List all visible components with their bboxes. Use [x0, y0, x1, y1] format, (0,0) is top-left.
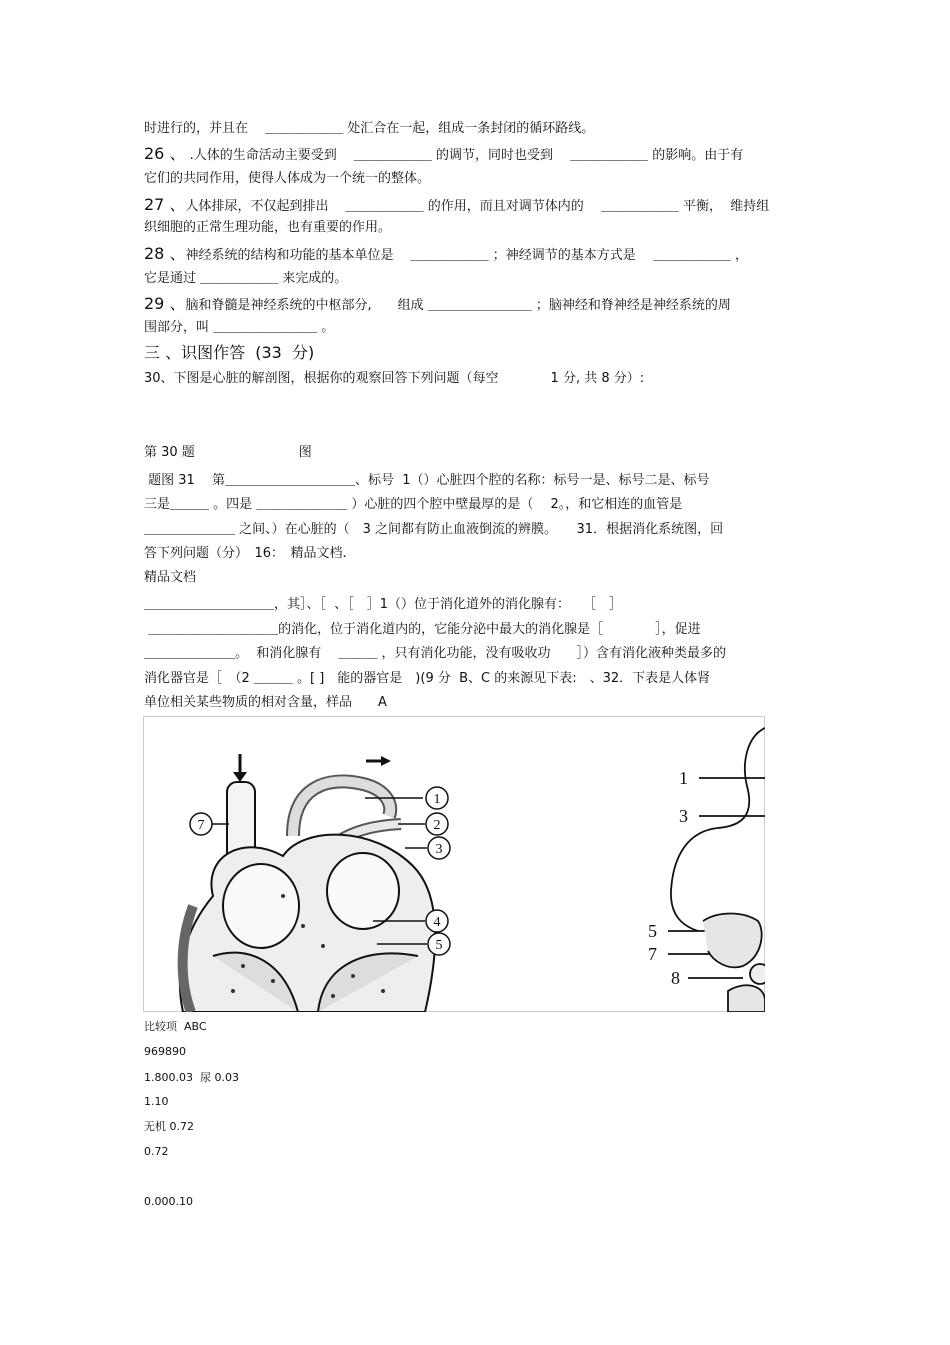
digest-label-group: [648, 768, 688, 988]
q29-line: [144, 295, 731, 315]
table-row-6: 0.000.10: [144, 1195, 193, 1208]
heart-label-5: 5: [435, 938, 443, 953]
q27-text: 人体排尿，不仅起到排出 ＿＿＿＿＿＿ 的作用，而且对调节体内的 ＿＿＿＿＿＿ 平衡， 维持组: [185, 199, 770, 214]
q26-line: [144, 145, 743, 165]
q28-line: [144, 245, 748, 265]
text-line-5: 织细胞的正常生理功能，也有重要的作用。: [144, 220, 392, 235]
table-row-4: 无机 0.72: [144, 1120, 194, 1133]
anatomy-figure: [143, 716, 765, 1012]
digest-label-1: 1: [679, 768, 688, 788]
text-line-3: 它们的共同作用，使得人体成为一个统一的整体。: [144, 171, 431, 186]
table-row-5: 0.72: [144, 1145, 169, 1158]
text-line-14: 三是＿＿＿ 。四是 ＿＿＿＿＿＿＿ ）心脏的四个腔中壁最厚的是（ 2。，和它相连的血管是: [144, 497, 683, 512]
table-row-3: 1.10: [144, 1095, 169, 1108]
q26-number: 26 、: [144, 144, 186, 163]
heart-label-7: 7: [197, 818, 205, 833]
text-line-18: ＿＿＿＿＿＿＿＿＿＿，其］、［ 、［ ］1（）位于消化道外的消化腺有： ［ ］: [144, 597, 623, 612]
q27-number: 27 、: [144, 195, 186, 214]
figure-caption-30: 第 30 题 图: [144, 445, 312, 460]
section-title: 三 、识图作答 (33 分): [144, 343, 315, 362]
heart-diagram: [180, 754, 450, 1012]
text-line-15: ＿＿＿＿＿＿＿ 之间、）在心脏的（ 3 之间都有防止血液倒流的辨膜。 31．根据消化系统图，回: [144, 522, 724, 537]
digest-label-8: 8: [671, 968, 680, 988]
text-line-1: 时进行的，并且在 ＿＿＿＿＿＿ 处汇合在一起，组成一条封闭的循环路线。: [144, 121, 595, 136]
text-line-20: ＿＿＿＿＿＿＿。 和消化腺有 ＿＿＿ ，只有消化功能，没有吸收功 ］）含有消化液种类最多的: [144, 646, 727, 661]
q29-number: 29 、: [144, 294, 186, 313]
q27-line: [144, 196, 769, 216]
text-line-21: 消化器官是［ （2 ＿＿＿ 。[ ] 能的器官是 )(9 分 B、C 的来源见下表: 、32．下表是人体肾: [144, 671, 711, 686]
q26-text: .人体的生命活动主要受到 ＿＿＿＿＿＿ 的调节，同时也受到 ＿＿＿＿＿＿ 的影响。由于有: [185, 148, 744, 163]
heart-label-3: 3: [435, 842, 443, 857]
text-line-17: 精品文档: [144, 570, 197, 585]
digest-label-5: 5: [648, 921, 657, 941]
text-line-13: 题图 31 第＿＿＿＿＿＿＿＿＿＿、标号 1（）心脏四个腔的名称：标号一是、标号二是、标号: [144, 473, 710, 488]
q30-line: 30、下图是心脏的解剖图，根据你的观察回答下列问题（每空 1 分, 共 8 分）:: [144, 371, 645, 386]
q28-text: 神经系统的结构和功能的基本单位是 ＿＿＿＿＿＿ ；神经调节的基本方式是 ＿＿＿＿＿＿ ，: [185, 248, 748, 263]
heart-label-2: 2: [433, 818, 441, 833]
text-line-19: ＿＿＿＿＿＿＿＿＿＿的消化，位于消化道内的，它能分泌中最大的消化腺是［ ］，促进: [144, 622, 701, 637]
q29-text: 脑和脊髓是神经系统的中枢部分, 组成 ＿＿＿＿＿＿＿＿ ；脑神经和脊神经是神经系统的周: [185, 298, 731, 313]
text-line-22: 单位相关某些物质的相对含量，样品 A: [144, 695, 387, 710]
q28-number: 28 、: [144, 244, 186, 263]
table-row-2: 1.800.03 尿 0.03: [144, 1071, 239, 1084]
text-line-7: 它是通过 ＿＿＿＿＿＿ 来完成的。: [144, 271, 348, 286]
anatomy-figure-svg: [143, 716, 765, 1012]
table-header: 比较项 ABC: [144, 1020, 207, 1033]
digest-label-3: 3: [679, 806, 688, 826]
text-line-16: 答下列问题（分） 16： 精品文档.: [144, 546, 347, 561]
heart-label-1: 1: [433, 792, 441, 807]
text-line-9: 围部分，叫 ＿＿＿＿＿＿＿＿ 。: [144, 320, 335, 335]
table-row-1: 969890: [144, 1045, 186, 1058]
heart-label-4: 4: [433, 915, 441, 930]
digest-label-7: 7: [648, 944, 657, 964]
